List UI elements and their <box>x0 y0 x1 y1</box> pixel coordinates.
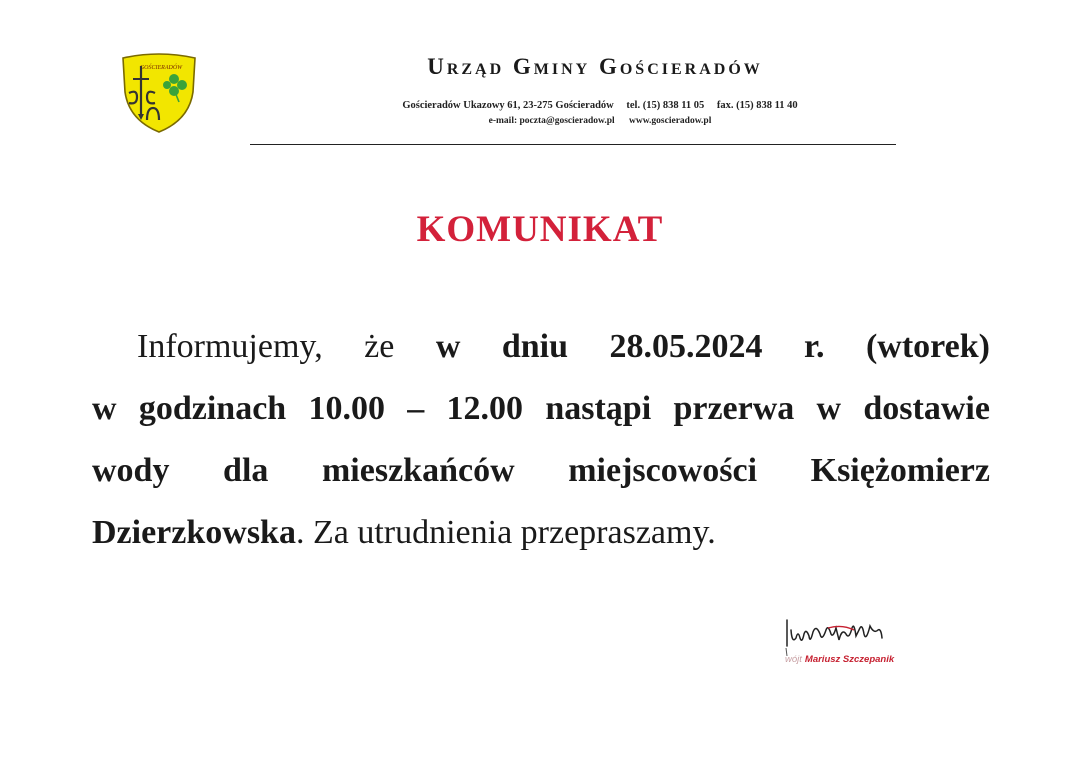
word: Informujemy, <box>137 328 323 365</box>
body-line-1 <box>92 316 990 378</box>
word: wody <box>92 452 170 489</box>
body-line-3 <box>92 440 990 502</box>
fax-number: fax. (15) 838 11 40 <box>716 100 798 111</box>
word: dostawie <box>863 390 990 427</box>
municipality-crest-logo <box>119 52 199 134</box>
postal-address: Gościeradów Ukazowy 61, 23-275 Gościeradów <box>402 100 614 111</box>
email-address: e-mail: poczta@goscieradow.pl <box>488 116 615 126</box>
organization-name: Urząd Gminy Gościeradów <box>427 54 763 79</box>
closing-sentence: . Za utrudnienia przepraszamy. <box>295 514 716 551</box>
word: r. <box>803 328 825 365</box>
notice-body <box>92 316 990 564</box>
notice-title: KOMUNIKAT <box>416 209 664 250</box>
dash: – <box>407 390 425 427</box>
end-time: 12.00 <box>446 390 524 427</box>
word: przerwa <box>673 390 795 427</box>
word: mieszkańców <box>321 452 515 489</box>
signatory-stamp <box>785 654 915 665</box>
locality-name: Dzierzkowska <box>92 514 296 551</box>
word: nastąpi <box>545 390 652 427</box>
word: że <box>364 328 395 365</box>
website-url: www.goscieradow.pl <box>629 116 712 126</box>
word: w <box>816 390 842 427</box>
address-line <box>250 100 950 111</box>
contact-line <box>250 116 950 126</box>
body-line-2 <box>92 378 990 440</box>
weekday: (wtorek) <box>865 328 990 365</box>
signatory-name: Mariusz Szczepanik <box>804 654 895 665</box>
header-divider <box>250 144 896 145</box>
word: dla <box>223 452 269 489</box>
word: godzinach <box>138 390 287 427</box>
word: miejscowości <box>568 452 758 489</box>
word: w <box>435 328 461 365</box>
start-time: 10.00 <box>308 390 385 427</box>
stamp-prefix: wójt <box>785 654 802 665</box>
date-value: 28.05.2024 <box>609 328 763 365</box>
word: dniu <box>501 328 569 365</box>
crest-lettering: GOŚCIERADÓW <box>139 65 183 71</box>
word: w <box>92 390 117 427</box>
body-line-4 <box>92 502 990 564</box>
crest-shield-icon <box>119 52 199 134</box>
phone-number: tel. (15) 838 11 05 <box>626 100 705 111</box>
locality-name: Księżomierz <box>810 452 990 489</box>
